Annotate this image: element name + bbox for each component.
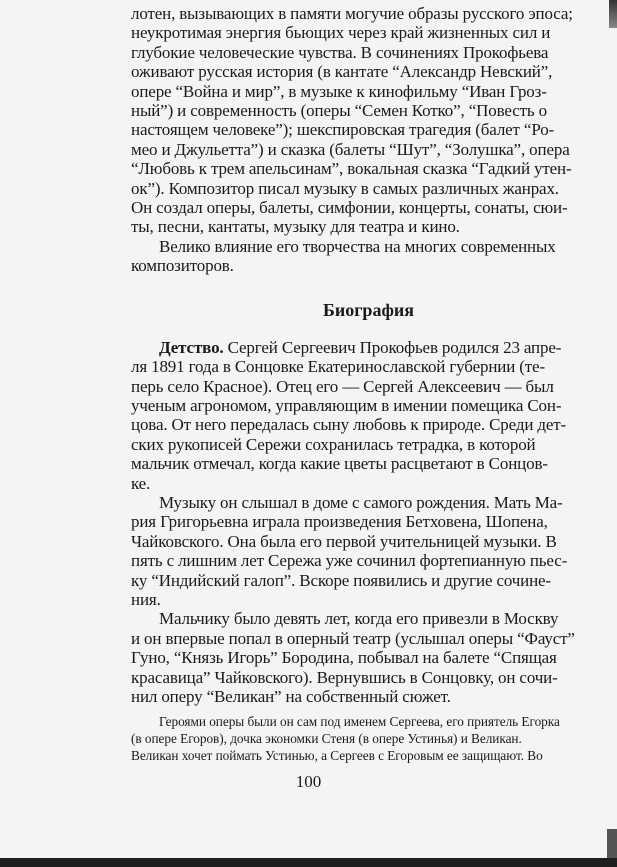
scan-edge-bottom bbox=[0, 858, 617, 867]
body-line: ок”). Композитор писал музыку в самых различных жанрах. bbox=[131, 178, 559, 198]
scan-edge-top-right bbox=[609, 0, 617, 28]
body-line: красавица” Чайковского). Вернувшись в Сонцовку, он сочи- bbox=[131, 667, 558, 687]
body-line: ты, песни, кантаты, музыку для театра и кино. bbox=[131, 217, 460, 237]
body-line: ния. bbox=[131, 589, 161, 609]
body-line: ученым агрономом, управляющим в имении помещика Сон- bbox=[131, 395, 562, 415]
body-line: лотен, вызывающих в памяти могучие образы русского эпоса; bbox=[131, 4, 573, 23]
body-line: глубокие человеческие чувства. В сочинениях Прокофьева bbox=[131, 42, 549, 62]
body-line: опере “Война и мир”, в музыке к кинофильму “Иван Гроз- bbox=[131, 81, 547, 101]
body-line: мео и Джульетта”) и сказка (балеты “Шут”, “Золушка”, опера bbox=[131, 139, 570, 159]
page-number: 100 bbox=[295, 772, 322, 791]
body-line: нил оперу “Великан” на собственный сюжет. bbox=[131, 687, 451, 706]
body-line: неукротимая энергия бьющих через край жизненных сил и bbox=[131, 23, 551, 43]
body-line: Он создал оперы, балеты, симфонии, концерты, сонаты, сюи- bbox=[131, 198, 568, 218]
body-line: композиторов. bbox=[131, 256, 234, 276]
body-line: ке. bbox=[131, 473, 151, 493]
body-line: Музыку он слышал в доме с самого рождения. Мать Ма- bbox=[159, 492, 563, 512]
body-line: и он впервые попал в оперный театр (услышал оперы “Фауст” bbox=[131, 628, 575, 648]
body-line: ля 1891 года в Сонцовке Екатеринославской губернии (те- bbox=[131, 357, 545, 377]
footnote-line: (в опере Егоров), дочка экономки Стеня (в опере Устинья) и Великан. bbox=[131, 731, 522, 747]
footnote-line: Великан хочет поймать Устинью, а Сергеев с Егоровым ее защищают. Во bbox=[131, 748, 543, 764]
section-heading: Биография bbox=[322, 299, 415, 320]
body-line: перь село Красное). Отец его — Сергей Алексеевич — был bbox=[131, 376, 554, 396]
body-line: мальчик отмечал, когда какие цветы расцветают в Сонцов- bbox=[131, 454, 548, 474]
body-text: Сергей Сергеевич Прокофьев родился 23 апре- bbox=[223, 337, 562, 357]
body-line: ку “Индийский галоп”. Вскоре появились и другие сочине- bbox=[131, 570, 551, 590]
body-line: ских рукописей Сережи сохранилась тетрадка, в которой bbox=[131, 434, 536, 454]
spacer bbox=[131, 706, 596, 713]
body-line: рия Григорьевна играла произведения Бетховена, Шопена, bbox=[131, 512, 548, 532]
body-line: Мальчику было девять лет, когда его привезли в Москву bbox=[159, 609, 559, 629]
body-line: Чайковского. Она была его первой учительницей музыки. В bbox=[131, 531, 557, 551]
body-line: оживают русская история (в кантате “Александр Невский”, bbox=[131, 62, 553, 82]
body-line: цова. От него передалась сыну любовь к природе. Среди дет- bbox=[131, 415, 567, 435]
scan-edge-bottom-right bbox=[607, 829, 617, 859]
body-line: Гуно, “Князь Игорь” Бородина, побывал на балете “Спящая bbox=[131, 648, 557, 668]
body-line: Велико влияние его творчества на многих современных bbox=[159, 236, 556, 256]
footnote-line: Героями оперы были он сам под именем Сергеева, его приятель Егорка bbox=[159, 714, 560, 730]
body-line: ный”) и современность (оперы “Семен Котко”, “Повесть о bbox=[131, 101, 547, 121]
page-text bbox=[131, 4, 596, 764]
body-line: настоящем человеке”); шекспировская трагедия (балет “Ро- bbox=[131, 120, 555, 140]
body-line: “Любовь к трем апельсинам”, вокальная сказка “Гадкий утен- bbox=[131, 159, 572, 179]
paragraph-lead: Детство. bbox=[159, 337, 224, 357]
body-line bbox=[131, 338, 596, 357]
body-line: пять с лишним лет Сережа уже сочинил фортепианную пьес- bbox=[131, 551, 568, 571]
